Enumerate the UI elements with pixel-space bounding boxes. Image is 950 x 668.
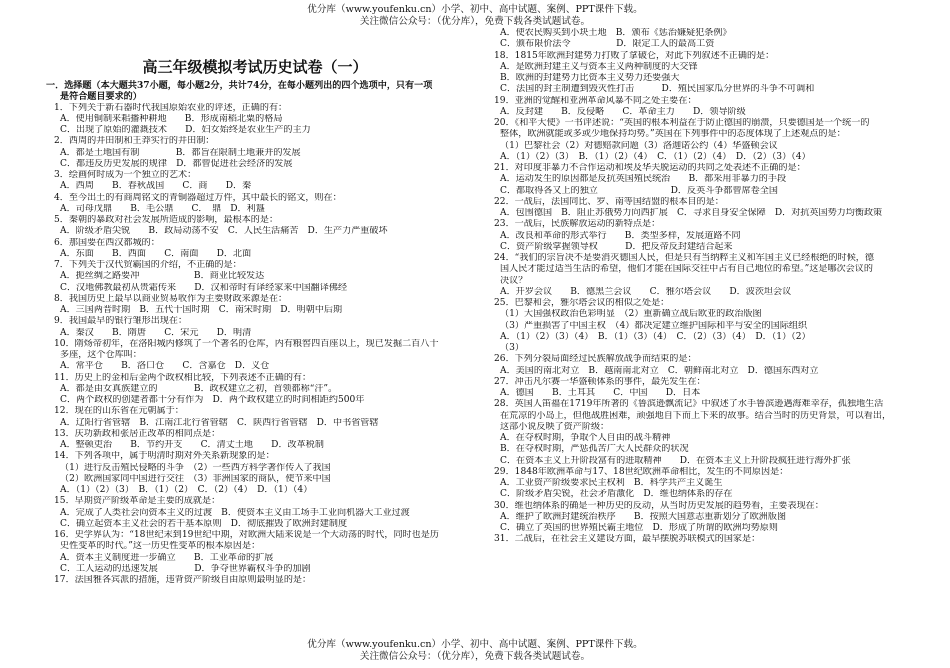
answer-options: A．都是由女真族建立的 B．政权建立之初，首领都称“汗”。	[60, 383, 338, 394]
answer-options: C．工人运动的迅速发展 D．争夺世界霸权斗争的加剧	[60, 563, 311, 574]
answer-options: A．是欧洲封建主义与资本主义两种制度的大交锋	[500, 61, 698, 72]
page-header	[0, 4, 950, 28]
answer-options: A．东面 B．西面 C．南面 D．北面	[60, 248, 252, 259]
answer-options: （1）进行反击殖民侵略的斗争 （2）一些西方科学著作传入了我国	[60, 462, 331, 473]
answer-options: （1）巴黎社会（2）对德赔款问题（3）洛迦诺公约（4）华盛顿会议	[500, 140, 778, 151]
right-column	[486, 28, 908, 546]
answer-options: C．两个政权的创建者都十分有作为 D．两个政权建立的时间相距约500年	[60, 395, 365, 405]
question-text: 8．我国历史上最早以商业贸易收作为主要财政来源是在：	[54, 293, 288, 304]
question-text: 17．法国雅各宾派的措施，违背资产阶级自由原则最明显的是：	[54, 575, 312, 585]
left-column	[46, 28, 464, 586]
answer-options: A．扼丝绸之路要冲 B．商业比较发达	[60, 271, 265, 282]
answer-options: A．运动发生的原因都是反抗英国殖民统治 B．都采用非暴力的手段	[500, 174, 787, 185]
answer-options: A．德国 B．土耳其 C．中国 D．日本	[500, 388, 701, 398]
question-text: 6．那国要在西汉都城的：	[54, 237, 160, 248]
answer-options: （1）大国强权政治色彩明显 （2）重新确立战后欧亚的政治版图	[500, 309, 762, 320]
question-text: 30．维也纳体系的确是一种历史的反动，从当时历史发展的趋势看，主要表现在：	[494, 500, 824, 511]
answer-options: （3）	[500, 343, 524, 353]
answer-options: A．使用铜制来耜播种耕地 B．形成南稻北粟的格局	[60, 113, 283, 124]
page-footer	[0, 639, 950, 663]
question-text: 29．1848年欧洲革命与17、18世纪欧洲革命相比，发生的不同原因是：	[494, 466, 789, 477]
answer-options: 史性变革的时代。”这一历史性变革的根本原因是：	[60, 541, 261, 552]
question-text: 20．《和平大使》一书评述说：“英国的根本利益在于防止德国的崩溃，只要德国是一个统一的	[494, 118, 870, 128]
answer-options: C．资产阶级掌握领导权 D．把反帝反封建结合起来	[500, 241, 733, 252]
answer-options: A．在夺权时期，争取个人自由的战斗精神	[500, 433, 671, 443]
answer-options: 决议？	[500, 275, 528, 286]
question-text: 5．秦朝的暴政对社会发展所造成的影响，最根本的是：	[54, 215, 279, 225]
question-text: 1．下列关于新石器时代我国原始农业的评述，正确的有：	[54, 102, 288, 113]
question-text: 14．下列各项中，属于明清时期对外关系新现象的是：	[54, 451, 275, 462]
section-heading: 是符合题目要求的）	[60, 91, 142, 103]
answer-options: A．（1）（2）（3）（4） B．（1）（3）（4） C．（2）（3）（4） D．（1）（2）	[500, 331, 811, 342]
question-text: 7．下列关于汉代贸霸国的介绍，不正确的是：	[54, 260, 242, 270]
answer-options: A．包围德国 B．阻止苏俄势力向西扩展 C．寻求自身安全保障 D．对抗英国势力均衡政策	[500, 208, 883, 218]
question-text: 28．英国人笛福在1719年所著的《鲁滨逊飘流记》中叙述了水手鲁滨逊遇海难幸存，孤独地生活	[494, 399, 884, 410]
answer-options: C．确立了英国的世界殖民霸主地位 D．形成了所谓的欧洲均势原则	[500, 523, 778, 533]
question-text: 15．早期资产阶级革命是主要的成就是：	[54, 496, 221, 507]
question-text: 24．“我们的宗旨决不是要消灭德国人民，但是只有当纳粹主义和军国主义已经根绝的时候，德	[494, 253, 874, 263]
header-line: 优分库（www.youfenku.cn）小学、初中、高中试题、案例、PPT课件下载。	[307, 4, 643, 15]
question-text: 26．下列分裂局面经过民族解放战争而结束的是：	[494, 354, 697, 365]
exam-title: 高三年级模拟考试历史试卷（一）	[142, 58, 368, 76]
question-text: 18．1815年欧洲封建势力打败了拿破仑，对此下列叙述不正确的是：	[494, 50, 775, 61]
question-text: 12．现在的山东省在元朝属于：	[54, 406, 184, 417]
answer-options: A．完成了人类社会向资本主义的过渡 B．使资本主义由工场手工业向机器大工业过渡	[60, 507, 410, 518]
answer-options: C．出现了原始的灌溉技术 D．妇女始终是农业生产的主力	[60, 125, 311, 135]
question-text: 21．对印度非暴力不合作运动和埃及华夫脱运动的共同之处表述不正确的是：	[494, 163, 806, 173]
answer-options: 多座，这个仓库叫：	[60, 350, 142, 360]
footer-line: 优分库（www.youfenku.cn）小学、初中、高中试题、案例、PPT课件下载。	[307, 639, 643, 650]
footer-line: 关注微信公众号：（优分库），免费下载各类试题试卷。	[359, 651, 591, 662]
question-text: 31．二战后，在社会主义建设方面，最早摆脱苏联模式的国家是：	[494, 534, 761, 545]
answer-options: A．使农民购买到小块土地 B．颁布《惩治嫌疑犯条例》	[500, 28, 732, 38]
answer-options: A．维护了欧洲封建统治秩序 B．按照大国意志重新划分了欧洲版图	[500, 511, 787, 522]
answer-options: A．都是土地国有制 B．都旨在限制土地兼并的发展	[60, 147, 301, 158]
answer-options: C．汉地佛教最初从贵霜传来 D．汉和帝时有译经家来中国翻译佛经	[60, 282, 348, 293]
answer-options: B．欧洲的封建势力比资本主义势力还要强大	[500, 73, 680, 83]
answer-options: （3）严重损害了中国主权 （4）都决定建立维护国际和平与安全的国际组织	[500, 320, 808, 331]
answer-options: A．美国的南北对立 B．越南南北对立 C．朝鲜南北对立 D．德国东西对立	[500, 365, 819, 376]
answer-options: A．三国两晋时期 B．五代十国时期 C．南宋时期 D．明朝中后期	[60, 305, 343, 315]
answer-options: C．在资本主义上升阶段富有的进取精神 D．在资本主义上升阶段疯狂进行海外扩张	[500, 455, 851, 466]
section-heading: 一．选择题（本大题共37小题，每小题2分，共计74分，在每小题列出的四个选项中，只有一项	[46, 80, 433, 91]
header-line: 关注微信公众号：（优分库），免费下载各类试题试卷。	[359, 16, 591, 27]
answer-options: A．（1）（2）（3） B．（1）（2） C．（2）（4） D．（1）（4）	[60, 485, 313, 495]
question-text: 4．至今出土的有商周铭文的青铜器超过万件，其中最长的铭文，则在：	[54, 192, 342, 203]
question-text: 3．绘画何时成为一个独立的艺术：	[54, 170, 197, 180]
question-text: 10．隋炀帝初年，在洛阳城内修筑了一个著名的仓库，内有粮窖四百座以上，现已发掘二百八十	[54, 338, 439, 349]
answer-options: C．都取得各又上的独立 D．反英斗争都曾席卷全国	[500, 185, 778, 196]
answer-options: C．都违反历史发展的规律 D．都曾促进社会经济的发展	[60, 158, 293, 169]
question-text: 22．一战后，法国同比、罗、南等国结盟的根本目的是：	[494, 196, 724, 207]
question-text: 19．亚洲的觉醒和亚洲革命风暴不同之处主要在：	[494, 95, 697, 106]
question-text: 2．西周的井田制和王莽实行的井田制：	[54, 136, 215, 147]
question-text: 23．一战后，民族解放运动的新特点是：	[494, 219, 661, 230]
answer-options: A．阶级矛盾尖锐 B．政局动荡不安 C．人民生活痛苦 D．生产力严重破坏	[60, 226, 388, 237]
answer-options: 这部小说反映了资产阶级：	[500, 421, 610, 432]
answer-options: A．西周 B．春秋战国 C．商 D．秦	[60, 181, 252, 192]
answer-options: A．改良和革命的形式举行 B．类型多样，发展道路不同	[500, 230, 741, 241]
answer-options: A．整顿吏治 B．节约开支 C．清丈土地 D．改革税制	[60, 440, 324, 450]
question-text: 25．巴黎和会，雅尔塔会议的相似之处是：	[494, 298, 670, 308]
answer-options: C．确立起资本主义社会的若干基本原则 D．彻底摧毁了欧洲封建制度	[60, 518, 348, 529]
answer-options: A．开罗会议 B．德黑兰会议 C．雅尔塔会议 D．波茨坦会议	[500, 286, 792, 297]
answer-options: C．法国的封主制遭到毁灭性打击 D．殖民国家瓜分世界的斗争不可调和	[500, 84, 815, 95]
answer-options: 在荒凉的小岛上，但他战胜困难，顽强地自下而上下来的故事。结合当时的历史背景，可以看出，	[500, 410, 892, 421]
answer-options: A．工业资产阶级要求民主权利 B．科学共产主义诞生	[500, 478, 723, 488]
answer-options: A．辽阳行省管辖 B．江南江北行省管辖 C．陕西行省管辖 D．中书省管辖	[60, 417, 379, 428]
question-text: 9．我国最早的银行雏形出现在：	[54, 316, 188, 327]
answer-options: C．颁布限价法令 D．限定工人的最高工资	[500, 39, 715, 50]
question-text: 27．冲击凡尔赛一华盛顿体系的事件，最先发生在：	[494, 376, 706, 387]
answer-options: A．秦汉 B．隋唐 C．宋元 D．明清	[60, 327, 252, 338]
answer-options: C．阶级矛盾尖锐，社会矛盾激化 D．维也纳体系的存在	[500, 489, 733, 500]
answer-options: A．常平仓 B．洛口仓 C．含嘉仓 D．义仓	[60, 361, 270, 372]
question-text: 11．历史上的金和后金两个政权相比较，下列表述不正确的有：	[54, 372, 312, 383]
answer-options: 国人民才能过适当生活的希望，他们才能在国际交往中占有自己地位的希望。”这是哪次会议的	[500, 264, 873, 275]
answer-options: B．在夺权时期，严惩孤苦广大人民群众的状况	[500, 444, 689, 455]
answer-options: 整体，欧洲就能或多或少地保持均势。”英国在下列事件中的态度体现了上述观点的是：	[500, 129, 846, 140]
answer-options: A．资本主义制度进一步确立 B．工业革命的扩展	[60, 552, 274, 563]
question-text: 16．史学界认为：“18世纪末到19世纪中期，对欧洲大陆来说是一个大动荡的时代，同时也是历	[54, 530, 439, 540]
answer-options: （2）欧洲国家同中国进行交往 （3）非洲国家的商队，使节来中国	[60, 473, 331, 484]
answer-options: A．（1）（2）（3） B．（1）（2）（4） C．（1）（2）（4） D．（2）（3）（4）	[500, 151, 811, 162]
question-text: 13．庆功新政和张居正改革的相同点是：	[54, 428, 221, 439]
answer-options: A．反封建 B．反侵略 C．革命主力 D．领导阶级	[500, 106, 746, 117]
answer-options: A．司母戊鼎 B．毛公鼎 C． 鼎 D．利簋	[60, 203, 265, 214]
